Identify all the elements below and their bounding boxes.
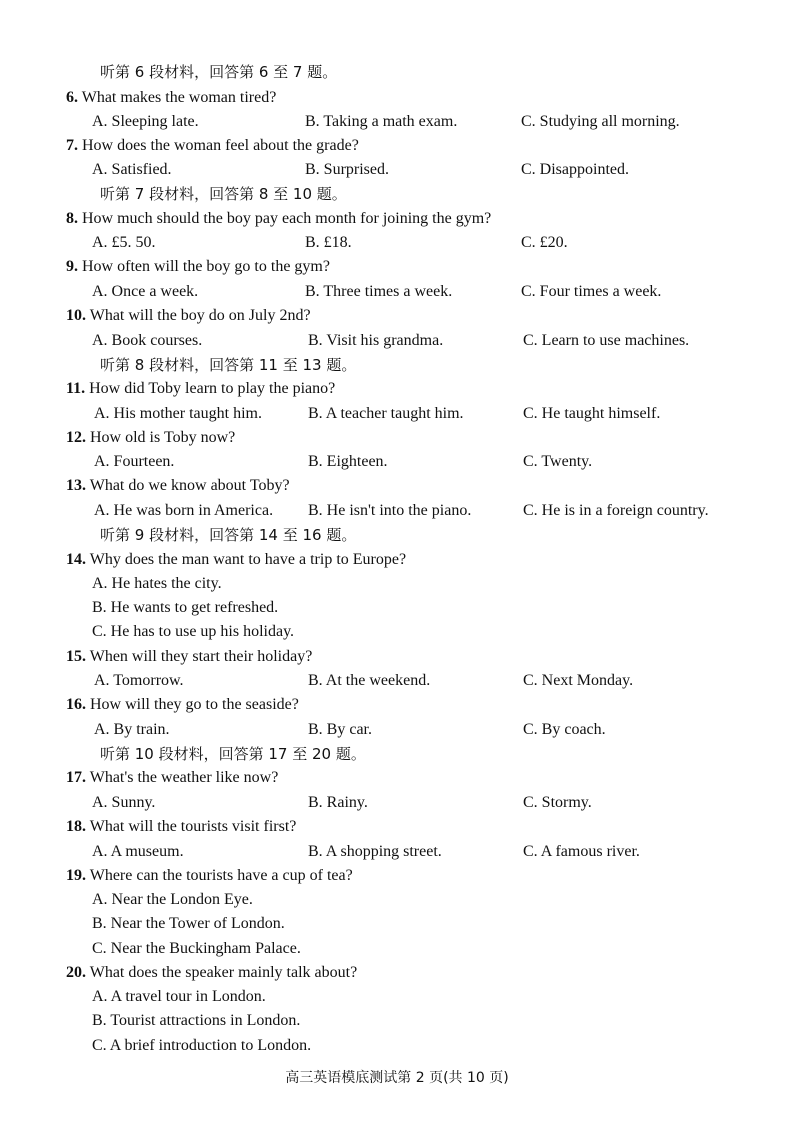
option-a: A. Near the London Eye. [92, 891, 253, 908]
question-number: 16. [66, 696, 86, 713]
question-17 [66, 768, 278, 788]
question-text: How will they go to the seaside? [90, 696, 299, 713]
option-a: A. Book courses. [92, 332, 203, 349]
question-12 [66, 428, 235, 448]
option-c: C. Twenty. [523, 453, 593, 470]
option-c: C. £20. [521, 234, 568, 251]
option-a: A. Tomorrow. [94, 672, 184, 689]
option-b: B. Tourist attractions in London. [92, 1012, 301, 1029]
option-c: C. By coach. [523, 721, 606, 738]
question-number: 8. [66, 210, 78, 227]
question-13 [66, 476, 290, 496]
option-b: B. A shopping street. [308, 843, 442, 860]
section-heading: 听第 9 段材料，回答第 14 至 16 题。 [100, 526, 357, 544]
section-heading: 听第 7 段材料，回答第 8 至 10 题。 [100, 185, 347, 203]
option-a: A. £5. 50. [92, 234, 156, 251]
question-number: 12. [66, 429, 86, 446]
option-a: A. Sleeping late. [92, 113, 199, 130]
question-8 [66, 209, 491, 229]
option-a: A. He hates the city. [92, 575, 222, 592]
question-7 [66, 136, 359, 156]
question-number: 13. [66, 477, 86, 494]
question-text: How often will the boy go to the gym? [82, 258, 330, 275]
question-number: 20. [66, 964, 86, 981]
option-b: B. Near the Tower of London. [92, 915, 285, 932]
question-number: 9. [66, 258, 78, 275]
option-b: B. Rainy. [308, 794, 368, 811]
question-16 [66, 695, 299, 715]
option-a: A. Fourteen. [94, 453, 175, 470]
question-text: What do we know about Toby? [89, 477, 290, 494]
question-number: 19. [66, 867, 86, 884]
question-text: When will they start their holiday? [89, 648, 313, 665]
question-number: 6. [66, 89, 78, 106]
question-10 [66, 306, 311, 326]
option-c: C. A brief introduction to London. [92, 1037, 312, 1054]
question-number: 14. [66, 551, 86, 568]
option-b: B. Visit his grandma. [308, 332, 444, 349]
option-b: B. By car. [308, 721, 372, 738]
question-14 [66, 550, 406, 570]
option-b: B. Surprised. [305, 161, 389, 178]
option-c: C. He taught himself. [523, 405, 661, 422]
page-footer: 高三英语模底测试第 2 页(共 10 页) [285, 1070, 509, 1086]
question-text: What does the speaker mainly talk about? [89, 964, 358, 981]
question-text: What will the boy do on July 2nd? [89, 307, 311, 324]
question-text: What will the tourists visit first? [89, 818, 297, 835]
option-a: A. By train. [94, 721, 170, 738]
question-text: What makes the woman tired? [81, 89, 277, 106]
question-text: How old is Toby now? [90, 429, 236, 446]
option-b: B. £18. [305, 234, 352, 251]
option-a: A. Once a week. [92, 283, 199, 300]
question-number: 10. [66, 307, 86, 324]
option-c: C. Learn to use machines. [523, 332, 690, 349]
option-b: B. He isn't into the piano. [308, 502, 472, 519]
question-20 [66, 963, 357, 983]
section-heading: 听第 6 段材料，回答第 6 至 7 题。 [100, 63, 338, 81]
question-9 [66, 257, 330, 277]
question-number: 15. [66, 648, 86, 665]
question-number: 17. [66, 769, 86, 786]
option-c: C. Four times a week. [521, 283, 662, 300]
option-c: C. Disappointed. [521, 161, 629, 178]
option-b: B. At the weekend. [308, 672, 431, 689]
question-text: What's the weather like now? [89, 769, 279, 786]
option-c: C. Near the Buckingham Palace. [92, 940, 301, 957]
question-text: How much should the boy pay each month for joining the gym? [82, 210, 492, 227]
section-heading: 听第 8 段材料，回答第 11 至 13 题。 [100, 356, 357, 374]
option-b: B. Three times a week. [305, 283, 453, 300]
option-c: C. He is in a foreign country. [523, 502, 709, 519]
option-a: A. A museum. [92, 843, 184, 860]
option-b: B. A teacher taught him. [308, 405, 464, 422]
option-c: C. Next Monday. [523, 672, 634, 689]
option-b: B. Eighteen. [308, 453, 388, 470]
question-number: 11. [66, 380, 86, 397]
question-text: Why does the man want to have a trip to Europe? [89, 551, 407, 568]
question-18 [66, 817, 296, 837]
option-c: C. He has to use up his holiday. [92, 623, 295, 640]
option-a: A. He was born in America. [94, 502, 274, 519]
option-a: A. His mother taught him. [94, 405, 262, 422]
option-c: C. Stormy. [523, 794, 592, 811]
option-b: B. He wants to get refreshed. [92, 599, 279, 616]
option-c: C. A famous river. [523, 843, 640, 860]
question-text: How did Toby learn to play the piano? [89, 380, 336, 397]
section-heading: 听第 10 段材料，回答第 17 至 20 题。 [100, 745, 366, 763]
option-c: C. Studying all morning. [521, 113, 680, 130]
question-11 [66, 379, 335, 399]
question-text: Where can the tourists have a cup of tea? [89, 867, 353, 884]
question-number: 18. [66, 818, 86, 835]
option-a: A. Sunny. [92, 794, 156, 811]
question-15 [66, 647, 312, 667]
question-19 [66, 866, 353, 886]
option-a: A. A travel tour in London. [92, 988, 266, 1005]
option-a: A. Satisfied. [92, 161, 172, 178]
question-text: How does the woman feel about the grade? [82, 137, 359, 154]
question-number: 7. [66, 137, 78, 154]
question-6 [66, 88, 276, 108]
option-b: B. Taking a math exam. [305, 113, 458, 130]
